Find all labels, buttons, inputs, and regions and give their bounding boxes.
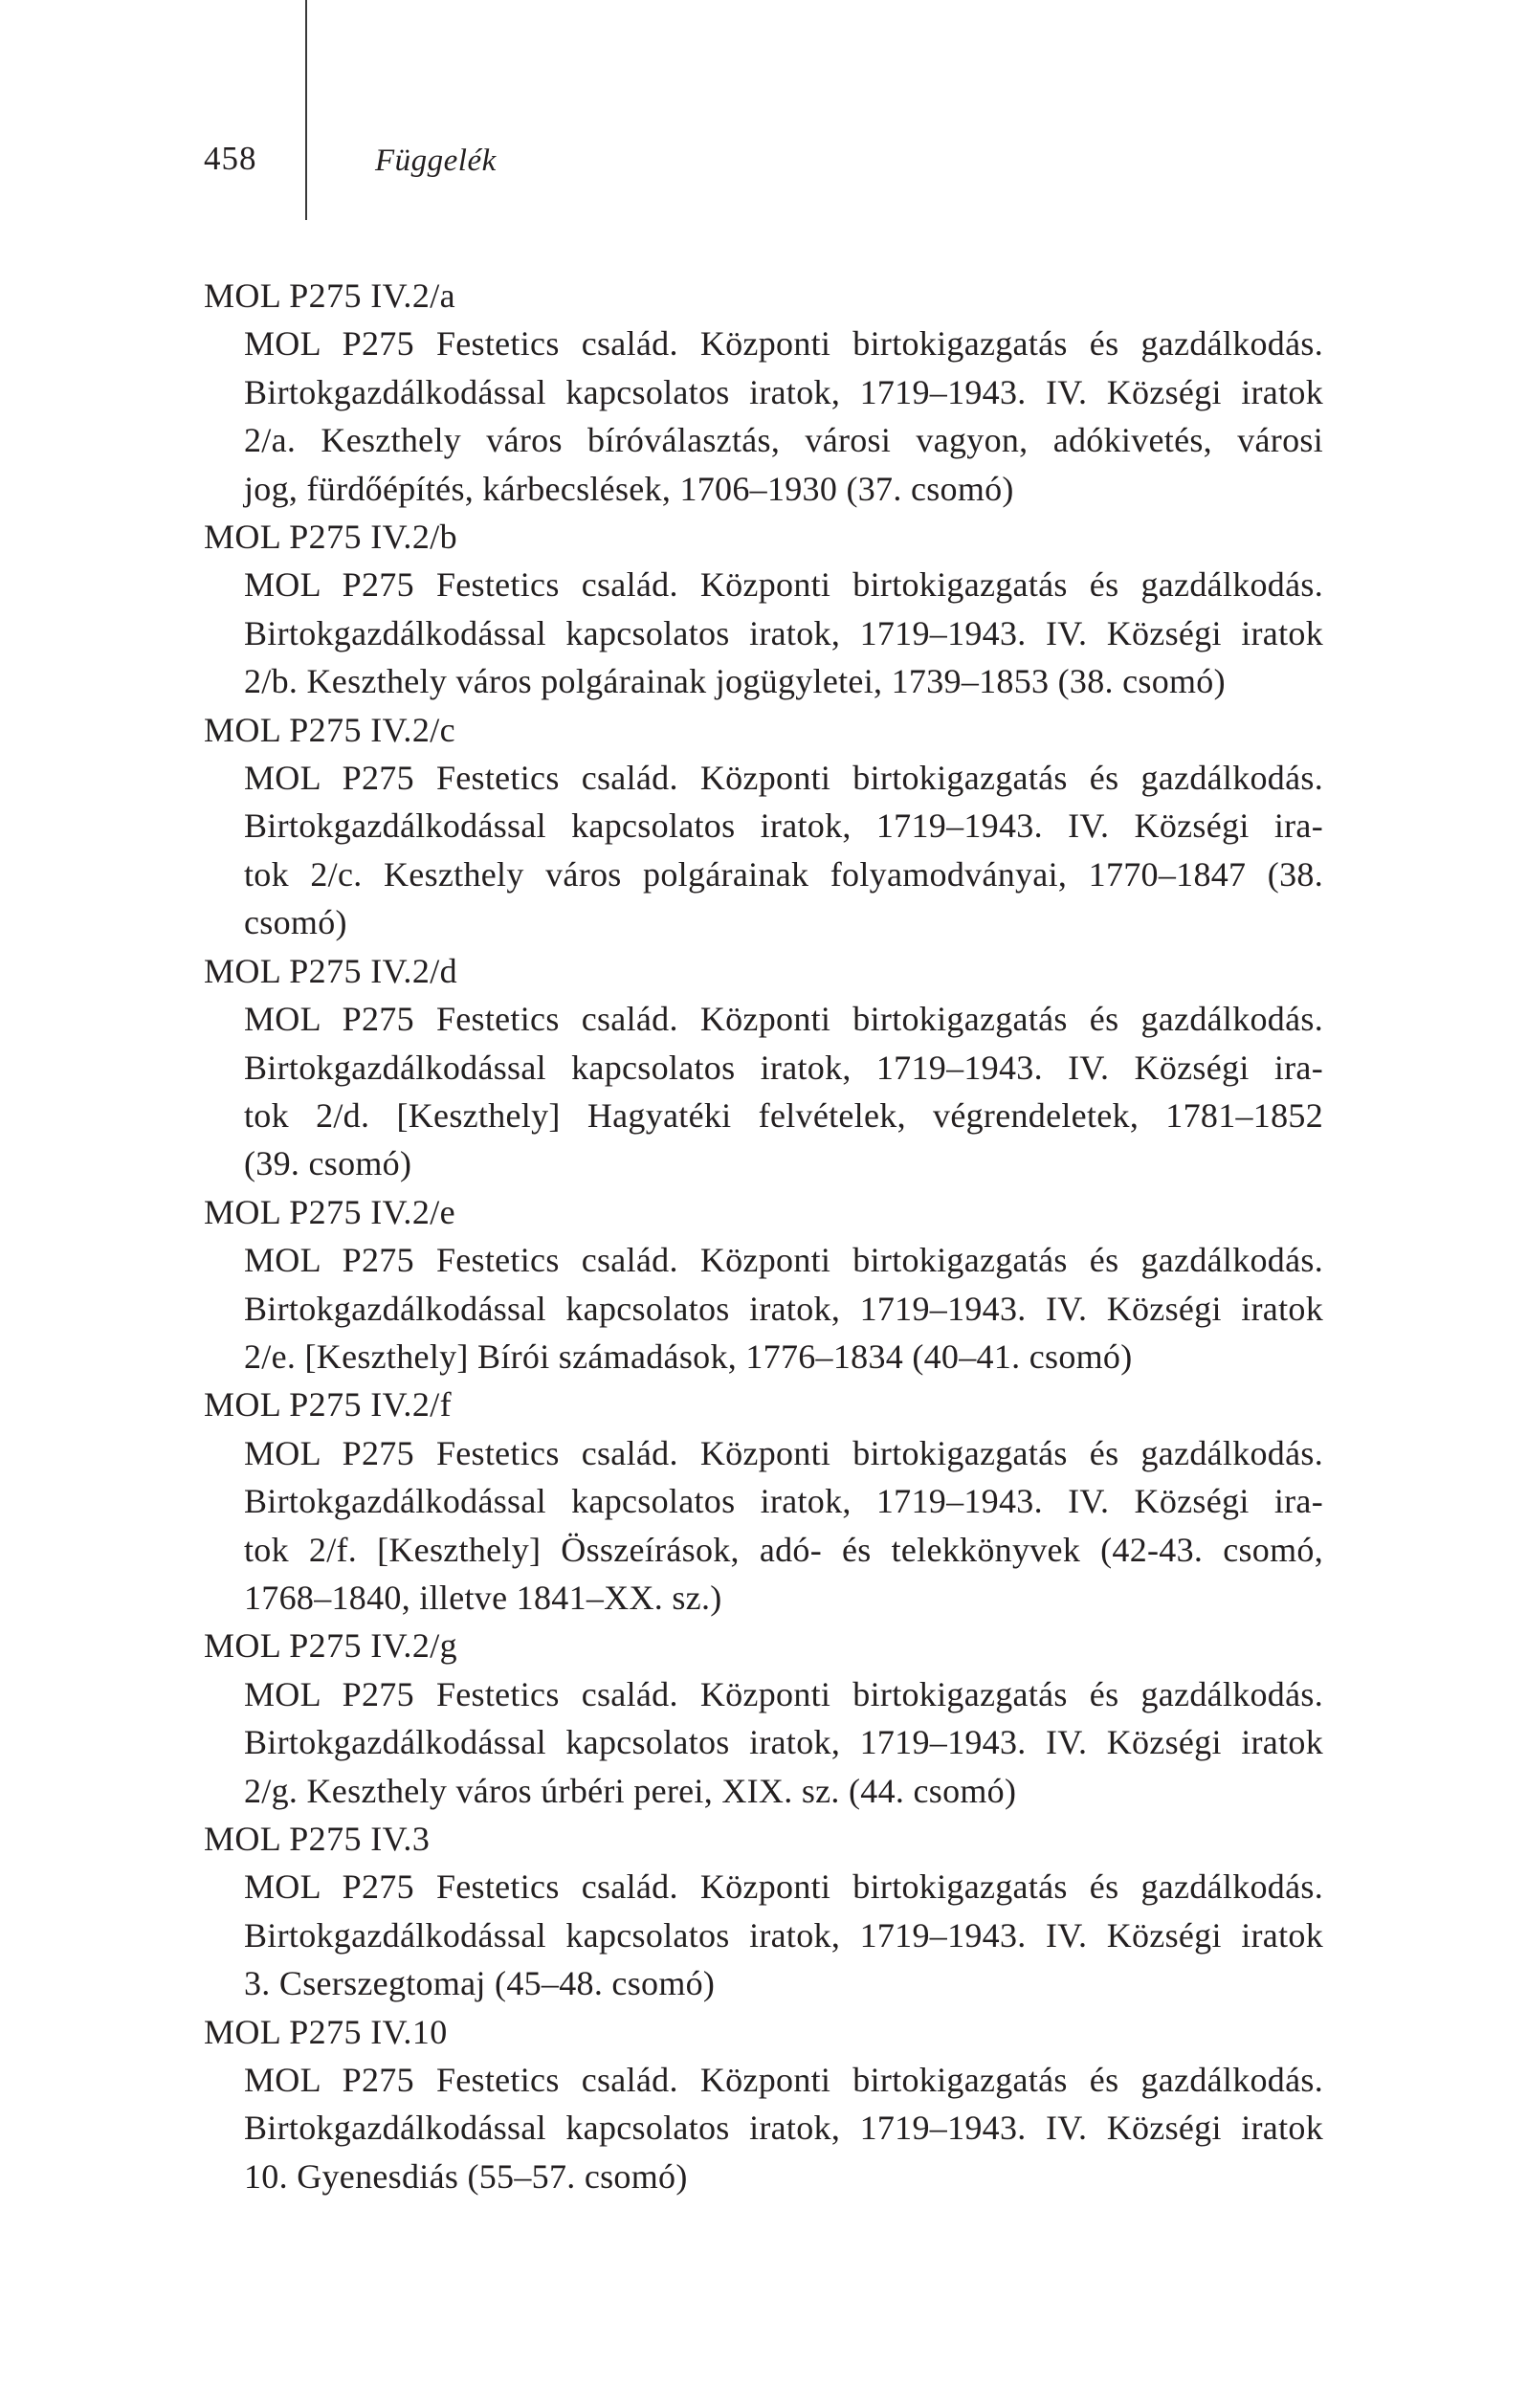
entry-description <box>244 1429 1323 1623</box>
entry-description <box>244 320 1323 513</box>
entry-description-line: MOL P275 Festetics család. Központi birtokigazgatás és gazdálkodás. <box>244 1433 1323 1472</box>
entry-description-line: Birtokgazdálkodással kapcsolatos iratok, 1719–1943. IV. Községi iratok <box>244 372 1323 411</box>
entry-description-line: MOL P275 Festetics család. Központi birtokigazgatás és gazdálkodás. <box>244 324 1323 364</box>
entry-description-line: MOL P275 Festetics család. Központi birtokigazgatás és gazdálkodás. <box>244 1674 1323 1713</box>
entry-description-line: Birtokgazdálkodással kapcsolatos iratok, 1719–1943. IV. Községi ira- <box>244 806 1323 846</box>
entry-code: MOL P275 IV.2/c <box>204 710 456 749</box>
entry-code: MOL P275 IV.3 <box>204 1820 431 1858</box>
entry-code: MOL P275 IV.10 <box>204 2012 448 2051</box>
entry-description-line: 2/e. [Keszthely] Bírói számadások, 1776–1834 (40–41. csomó) <box>244 1337 1133 1376</box>
entry-description <box>244 2056 1323 2200</box>
entry-description-line: 2/b. Keszthely város polgárainak jogügyletei, 1739–1853 (38. csomó) <box>244 662 1226 701</box>
entry-description-line: tok 2/d. [Keszthely] Hagyatéki felvételek, végrendeletek, 1781–1852 <box>244 1095 1323 1135</box>
entry-code: MOL P275 IV.2/b <box>204 518 458 557</box>
entry-description-line: MOL P275 Festetics család. Központi birtokigazgatás és gazdálkodás. <box>244 1000 1323 1039</box>
entry-description-line: 10. Gyenesdiás (55–57. csomó) <box>244 2156 688 2196</box>
entry-description-line: 1768–1840, illetve 1841–XX. sz.) <box>244 1578 722 1617</box>
entry-description <box>244 1236 1323 1381</box>
header-divider <box>305 0 307 220</box>
entry-description <box>244 995 1323 1188</box>
entry-description-line: Birtokgazdálkodással kapcsolatos iratok, 1719–1943. IV. Községi iratok <box>244 1915 1323 1955</box>
entry-description-line: MOL P275 Festetics család. Központi birtokigazgatás és gazdálkodás. <box>244 759 1323 798</box>
entry-description-line: MOL P275 Festetics család. Központi birtokigazgatás és gazdálkodás. <box>244 2061 1323 2100</box>
entry-code: MOL P275 IV.2/g <box>204 1626 458 1666</box>
entry-code: MOL P275 IV.2/f <box>204 1385 453 1425</box>
entry-code: MOL P275 IV.2/a <box>204 276 456 315</box>
entry-description-line: 3. Cserszegtomaj (45–48. csomó) <box>244 1964 716 2003</box>
entry-code: MOL P275 IV.2/d <box>204 951 458 990</box>
entry-description-line: tok 2/c. Keszthely város polgárainak folyamodványai, 1770–1847 (38. <box>244 854 1323 894</box>
running-head: Függelék <box>375 144 497 178</box>
entry-description-line: 2/g. Keszthely város úrbéri perei, XIX. sz. (44. csomó) <box>244 1771 1017 1810</box>
page-number: 458 <box>204 140 257 177</box>
entry-description <box>244 1670 1323 1815</box>
entry-description-line: jog, fürdőépítés, kárbecslések, 1706–1930 (37. csomó) <box>244 469 1014 508</box>
entry-description <box>244 754 1323 947</box>
entry-description-line: tok 2/f. [Keszthely] Összeírások, adó- és telekkönyvek (42-43. csomó, <box>244 1530 1323 1569</box>
entry-description <box>244 561 1323 705</box>
entry-description-line: csomó) <box>244 903 347 942</box>
entry-description-line: Birtokgazdálkodással kapcsolatos iratok, 1719–1943. IV. Községi iratok <box>244 2109 1323 2148</box>
entry-description-line: MOL P275 Festetics család. Központi birtokigazgatás és gazdálkodás. <box>244 1241 1323 1280</box>
entry-description-line: MOL P275 Festetics család. Központi birtokigazgatás és gazdálkodás. <box>244 565 1323 605</box>
entry-description-line: 2/a. Keszthely város bíróválasztás, városi vagyon, adókivetés, városi <box>244 421 1323 460</box>
entry-description-line: Birtokgazdálkodással kapcsolatos iratok, 1719–1943. IV. Községi iratok <box>244 1723 1323 1762</box>
entry-description-line: Birtokgazdálkodással kapcsolatos iratok, 1719–1943. IV. Községi ira- <box>244 1048 1323 1087</box>
entry-description <box>244 1863 1323 2007</box>
entry-code: MOL P275 IV.2/e <box>204 1192 456 1231</box>
entry-description-line: MOL P275 Festetics család. Központi birtokigazgatás és gazdálkodás. <box>244 1867 1323 1907</box>
entry-description-line: Birtokgazdálkodással kapcsolatos iratok, 1719–1943. IV. Községi ira- <box>244 1482 1323 1521</box>
entry-description-line: (39. csomó) <box>244 1144 412 1183</box>
entry-description-line: Birtokgazdálkodással kapcsolatos iratok, 1719–1943. IV. Községi iratok <box>244 613 1323 652</box>
entry-description-line: Birtokgazdálkodással kapcsolatos iratok, 1719–1943. IV. Községi iratok <box>244 1289 1323 1328</box>
entry-list <box>204 272 1323 2200</box>
